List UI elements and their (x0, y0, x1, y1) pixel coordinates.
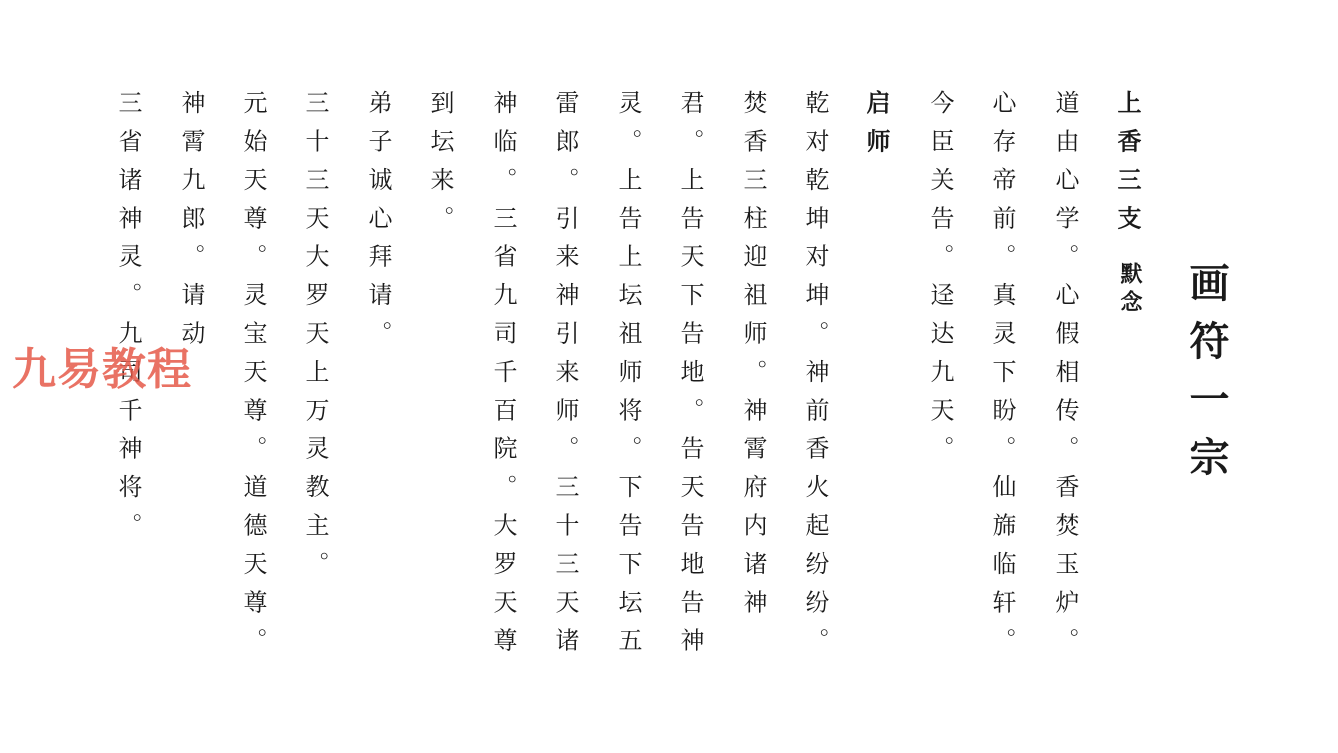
verse-line: 到坛来。 (426, 90, 454, 244)
verse-line: 灵。上告上坛祖师将。下告下坛五 (614, 90, 642, 666)
section-heading-qishi: 启师 (862, 90, 891, 167)
section-heading-shangxiang: 上香三支 (1113, 90, 1142, 244)
verse-line: 道由心学。心假相传。香焚玉炉。 (1051, 90, 1079, 666)
verse-line: 君。上告天下告地。告天告地告神 (676, 90, 704, 666)
verse-line: 今臣关告。迳达九天。 (926, 90, 954, 474)
verse-line: 乾对乾坤对坤。神前香火起纷纷。 (801, 90, 829, 666)
verse-line: 焚香三柱迎祖师。神霄府内诸神 (739, 90, 767, 628)
verse-line: 神霄九郎。请动 (177, 90, 205, 359)
verse-line: 神临。三省九司千百院。大罗天尊 (489, 90, 517, 666)
section-note-shangxiang: 默念 (1117, 262, 1143, 318)
watermark-logo: 九易教程 (12, 344, 192, 395)
verse-line: 雷郎。引来神引来师。三十三天诸 (551, 90, 579, 666)
verse-line: 三十三天大罗天上万灵教主。 (301, 90, 329, 590)
verse-line: 弟子诚心拜请。 (364, 90, 392, 359)
page-title: 画符一宗 (1183, 262, 1230, 494)
verse-line: 三省诸神灵。九司千神将。 (114, 90, 142, 551)
verse-line: 心存帝前。真灵下盼。仙旆临轩。 (988, 90, 1016, 666)
verse-line: 元始天尊。灵宝天尊。道德天尊。 (239, 90, 267, 666)
